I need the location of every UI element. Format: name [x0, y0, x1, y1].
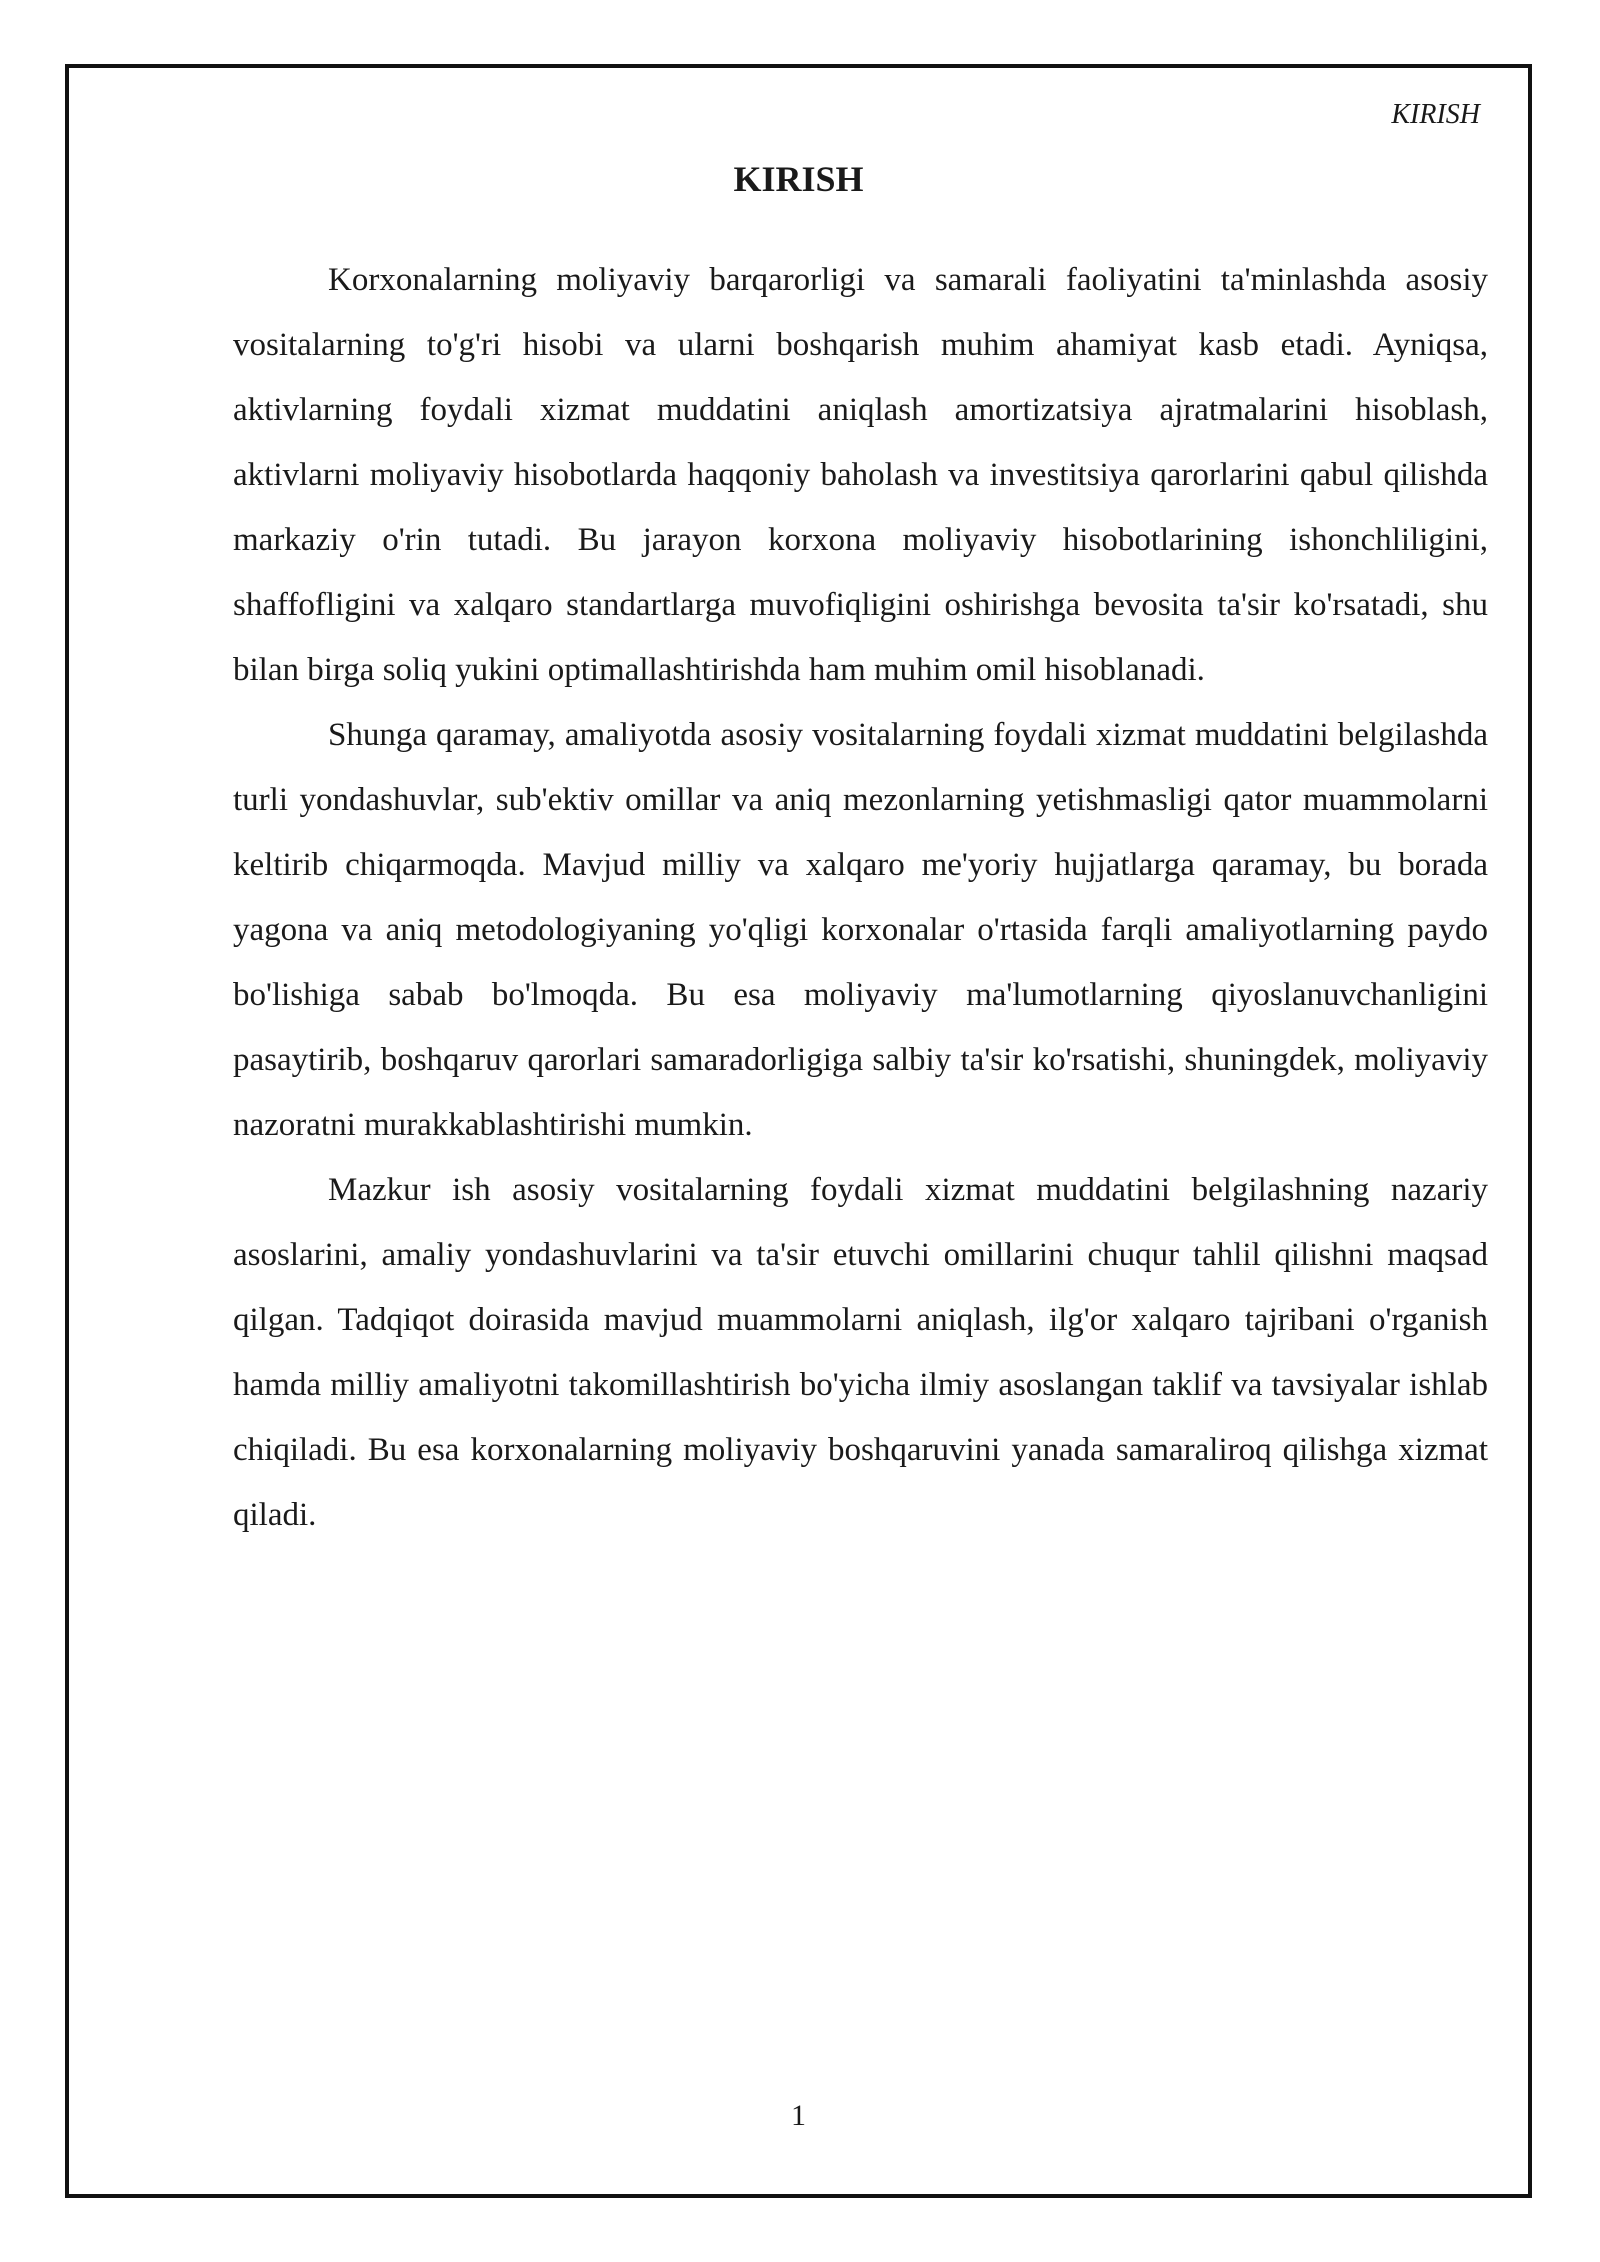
paragraph-3: Mazkur ish asosiy vositalarning foydali xizmat muddatini belgilashning nazariy asoslarini, amaliy yondashuvlarini va ta'sir etuvchi omillarini chuqur tahlil qilishni maqsad qilgan. Tadqiqot doirasida mavjud muammolarni aniqlash, ilg'or xalqaro tajribani o'rganish hamda milliy amaliyotni takomillashtirish bo'yicha ilmiy asoslangan taklif va tavsiyalar ishlab chiqiladi. Bu esa korxonalarning moliyaviy boshqaruvini yanada samaraliroq qilishga xizmat qiladi.	[233, 1172, 1488, 1533]
page-title: KIRISH	[733, 159, 864, 199]
body-text	[233, 248, 1488, 1548]
page-frame	[65, 64, 1532, 2198]
paragraph-1: Korxonalarning moliyaviy barqarorligi va samarali faoliyatini ta'minlashda asosiy vositalarning to'g'ri hisobi va ularni boshqarish muhim ahamiyat kasb etadi. Ayniqsa, aktivlarning foydali xizmat muddatini aniqlash amortizatsiya ajratmalarini hisoblash, aktivlarni moliyaviy hisobotlarda haqqoniy baholash va investitsiya qarorlarini qabul qilishda markaziy o'rin tutadi. Bu jarayon korxona moliyaviy hisobotlarining ishonchliligini, shaffofligini va xalqaro standartlarga muvofiqligini oshirishga bevosita ta'sir ko'rsatadi, shu bilan birga soliq yukini optimallashtirishda ham muhim omil hisoblanadi.	[233, 262, 1488, 688]
running-header: KIRISH	[1391, 99, 1480, 130]
paragraph-2: Shunga qaramay, amaliyotda asosiy vositalarning foydali xizmat muddatini belgilashda turli yondashuvlar, sub'ektiv omillar va aniq mezonlarning yetishmasligi qator muammolarni keltirib chiqarmoqda. Mavjud milliy va xalqaro me'yoriy hujjatlarga qaramay, bu borada yagona va aniq metodologiyaning yo'qligi korxonalar o'rtasida farqli amaliyotlarning paydo bo'lishiga sabab bo'lmoqda. Bu esa moliyaviy ma'lumotlarning qiyoslanuvchanligini pasaytirib, boshqaruv qarorlari samaradorligiga salbiy ta'sir ko'rsatishi, shuningdek, moliyaviy nazoratni murakkablashtirishi mumkin.	[233, 717, 1488, 1143]
page-number: 1	[791, 2099, 806, 2132]
